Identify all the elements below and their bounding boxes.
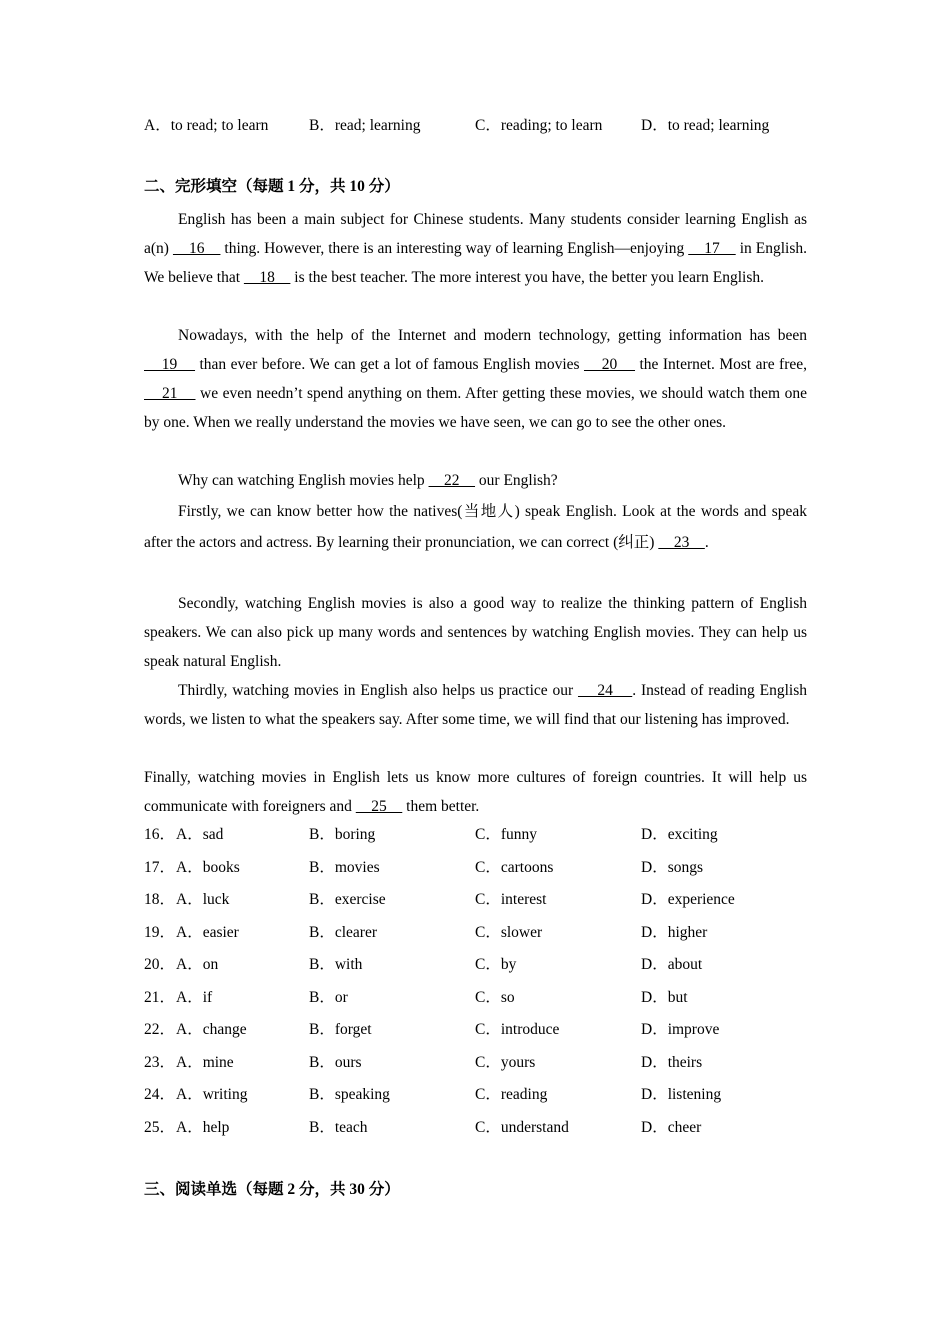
choice-b: B．boring — [309, 826, 376, 843]
question-number: 19． — [144, 924, 176, 941]
blank-19: 19 — [144, 356, 196, 373]
question-row — [144, 985, 807, 1011]
question-row — [144, 1115, 807, 1141]
choice-c: C．introduce — [475, 1021, 560, 1038]
choice-c: C．by — [475, 956, 517, 973]
blank-18: 18 — [243, 269, 291, 286]
choice-b: B．with — [309, 956, 363, 973]
passage-paragraph-4: Firstly, we can know better how the natives(当地人) speak English. Look at the words and speak after the actors and actress. By learning their pronunciation, we can correct (纠正) 23 . — [144, 503, 807, 551]
question-row — [144, 822, 807, 848]
choice-d: D．songs — [641, 859, 704, 876]
question-row — [144, 920, 807, 946]
question-number: 17． — [144, 859, 176, 876]
choice-b: B．or — [309, 989, 348, 1006]
question-row — [144, 952, 807, 978]
question-number: 20． — [144, 956, 176, 973]
choice-a: A．easier — [176, 924, 239, 941]
passage-paragraph-3: Why can watching English movies help 22 our English? — [178, 472, 558, 489]
choice-b: B．exercise — [309, 891, 386, 908]
choice-b: B．forget — [309, 1021, 372, 1038]
choice-c: C．yours — [475, 1054, 536, 1071]
choice-a: A．mine — [176, 1054, 234, 1071]
choice-a: A．sad — [176, 826, 224, 843]
choice-a: A．help — [176, 1119, 230, 1136]
choice-d: D．higher — [641, 924, 708, 941]
question-number: 24． — [144, 1086, 176, 1103]
question-row — [144, 855, 807, 881]
choice-d: D．experience — [641, 891, 735, 908]
choice-a: A．if — [176, 989, 213, 1006]
choice-d: D．listening — [641, 1086, 722, 1103]
passage-paragraph-7: Finally, watching movies in English lets us know more cultures of foreign countries. It will help us communicate with foreigners and 25 them better. — [144, 769, 807, 815]
blank-16: 16 — [172, 240, 221, 257]
choice-d: D．improve — [641, 1021, 720, 1038]
section-heading-reading: 三、阅读单选（每题 2 分，共 30 分） — [144, 1181, 400, 1198]
question-row — [144, 887, 807, 913]
choice-c: C．slower — [475, 924, 543, 941]
choice-b: B．teach — [309, 1119, 368, 1136]
choice-d: D．but — [641, 989, 688, 1006]
choice-a: A．change — [176, 1021, 247, 1038]
choice-d: D．cheer — [641, 1119, 702, 1136]
question-number: 21． — [144, 989, 176, 1006]
passage-paragraph-2: Nowadays, with the help of the Internet and modern technology, getting information has been 19 than ever before. We can get a lot of famous English movies 20 the Internet. Most are free, 21 we even needn’t spend anything on them. After getting these movies, we should watch them one by one. When we really understand the movies we have seen, we can go to see the other ones. — [144, 327, 808, 431]
choice-c: C．reading — [475, 1086, 548, 1103]
choice-c: C．understand — [475, 1119, 569, 1136]
choice-c: C．interest — [475, 891, 547, 908]
blank-24: 24 — [577, 682, 633, 699]
option-a: A．to read; to learn — [144, 117, 269, 134]
question-row — [144, 1082, 807, 1108]
choice-b: B．speaking — [309, 1086, 390, 1103]
question-number: 23． — [144, 1054, 176, 1071]
option-d: D．to read; learning — [641, 117, 770, 134]
choice-c: C．cartoons — [475, 859, 554, 876]
choice-b: B．movies — [309, 859, 380, 876]
choice-b: B．ours — [309, 1054, 362, 1071]
choice-a: A．luck — [176, 891, 230, 908]
question-number: 16． — [144, 826, 176, 843]
question-number: 18． — [144, 891, 176, 908]
choice-a: A．writing — [176, 1086, 248, 1103]
blank-22: 22 — [428, 472, 476, 489]
choice-d: D．exciting — [641, 826, 718, 843]
blank-17: 17 — [688, 240, 736, 257]
question-number: 25． — [144, 1119, 176, 1136]
blank-25: 25 — [355, 798, 403, 815]
choice-d: D．theirs — [641, 1054, 703, 1071]
blank-23: 23 — [658, 534, 705, 551]
prev-question-options — [144, 114, 807, 138]
blank-20: 20 — [583, 356, 636, 373]
choice-a: A．on — [176, 956, 219, 973]
passage-paragraph-5: Secondly, watching English movies is also a good way to realize the thinking pattern of English speakers. We can also pick up many words and sentences by watching English movies. They can help us speak natural English. — [144, 595, 807, 670]
passage-paragraph-6: Thirdly, watching movies in English also helps us practice our 24 . Instead of reading English words, we listen to what the speakers say. After some time, we will find that our listening has improved. — [144, 682, 807, 728]
question-number: 22． — [144, 1021, 176, 1038]
choice-a: A．books — [176, 859, 240, 876]
choice-d: D．about — [641, 956, 703, 973]
option-b: B．read; learning — [309, 117, 421, 134]
question-row — [144, 1050, 807, 1076]
choice-b: B．clearer — [309, 924, 377, 941]
section-heading-cloze: 二、完形填空（每题 1 分，共 10 分） — [144, 178, 400, 195]
question-row — [144, 1017, 807, 1043]
choice-c: C．funny — [475, 826, 538, 843]
option-c: C．reading; to learn — [475, 117, 603, 134]
choice-c: C．so — [475, 989, 515, 1006]
passage-paragraph-1: English has been a main subject for Chinese students. Many students consider learning English as a(n) 16 thing. However, there is an interesting way of learning English—enjoying 17 in English. We believe that 18 is the best teacher. The more interest you have, the better you learn English. — [144, 211, 807, 286]
blank-21: 21 — [144, 385, 196, 402]
